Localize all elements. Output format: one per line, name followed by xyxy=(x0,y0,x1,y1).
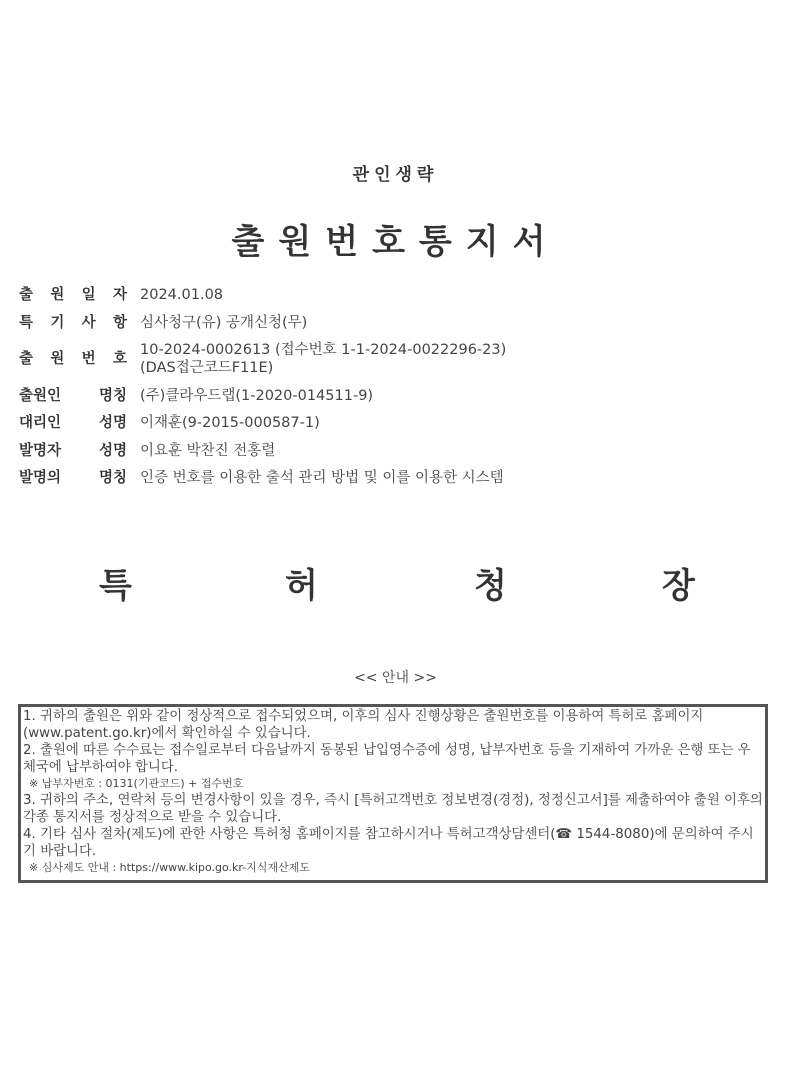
field-inventor-names xyxy=(19,442,759,460)
guide-note: ※ 납부자번호 : 0131(기관코드) + 접수번호 xyxy=(29,777,244,790)
field-value: (주)클라우드랩(1-2020-014511-9) xyxy=(140,387,374,404)
guide-item: 2. 출원에 따른 수수료는 접수일로부터 다음날까지 동봉된 납입영수증에 성명, 납부자번호 등을 기재하여 가까운 은행 또는 우체국에 납부하여야 합니다. xyxy=(23,743,751,775)
field-filing-date xyxy=(19,286,759,304)
field-label: 출 원 일 자 xyxy=(19,287,127,303)
field-value: 이요훈 박찬진 전홍렬 xyxy=(140,442,276,459)
field-label: 발명자 성명 xyxy=(19,442,127,459)
field-agent-name xyxy=(19,414,759,432)
field-invention-title xyxy=(19,469,759,487)
field-value: 인증 번호를 이용한 출석 관리 방법 및 이를 이용한 시스템 xyxy=(140,470,504,486)
guide-item: 4. 기타 심사 절차(제도)에 관한 사항은 특허청 홈페이지를 참고하시거나 특허고객상담센터(☎ 1544-8080)에 문의하여 주시기 바랍니다. xyxy=(23,827,754,859)
field-application-number xyxy=(19,341,759,377)
document-title: 출원번호통지서 xyxy=(231,222,560,262)
authority-char: 장 xyxy=(662,566,695,606)
field-value: 이재훈(9-2015-000587-1) xyxy=(140,415,320,431)
field-label: 발명의 명칭 xyxy=(19,470,127,486)
authority-char: 청 xyxy=(474,566,507,606)
authority-char: 특 xyxy=(99,566,132,606)
field-special-notes xyxy=(19,314,759,332)
issuing-authority xyxy=(0,558,791,608)
official-seal-omitted-label: 관인생략 xyxy=(352,165,439,185)
field-value: 2024.01.08 xyxy=(140,287,224,303)
field-label: 출원인 명칭 xyxy=(19,387,127,404)
guide-note: ※ 심사제도 안내 : https://www.kipo.go.kr-지식재산제도 xyxy=(29,861,310,874)
field-label: 대리인 성명 xyxy=(19,415,127,431)
field-label: 출 원 번 호 xyxy=(19,351,127,367)
guide-item: 3. 귀하의 주소, 연락처 등의 변경사항이 있을 경우, 즉시 [특허고객번호 정보변경(경정), 정정신고서]를 제출하여야 출원 이후의 각종 통지서를 정상적으로 받을 수 있습니다. xyxy=(23,793,763,825)
guide-notice-box xyxy=(18,704,768,883)
field-value: 심사청구(유) 공개신청(무) xyxy=(140,314,308,331)
guide-heading: << 안내 >> xyxy=(354,670,437,686)
field-applicant-name xyxy=(19,387,759,405)
field-value: 10-2024-0002613 (접수번호 1-1-2024-0022296-23) (DAS접근코드F11E) xyxy=(140,342,507,376)
guide-item: 1. 귀하의 출원은 위와 같이 정상적으로 접수되었으며, 이후의 심사 진행상황은 출원번호를 이용하여 특허로 홈페이지(www.patent.go.kr)에서 확인하실 수 있습니다. xyxy=(23,709,704,741)
authority-char: 허 xyxy=(285,566,318,606)
field-label: 특 기 사 항 xyxy=(19,314,127,331)
application-info xyxy=(19,286,759,497)
